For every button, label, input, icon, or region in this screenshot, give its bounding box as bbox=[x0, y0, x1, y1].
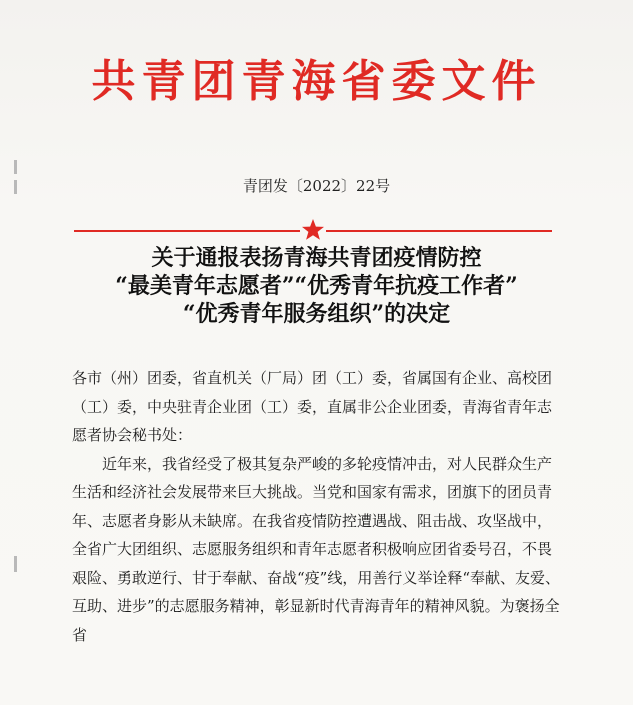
document-title-line: “优秀青年服务组织”的决定 bbox=[182, 301, 451, 327]
document-title bbox=[40, 244, 593, 328]
binding-mark bbox=[14, 556, 17, 572]
document-number: 青团发〔2022〕22号 bbox=[242, 177, 391, 195]
red-rule-right bbox=[326, 230, 552, 232]
red-star-icon bbox=[301, 218, 325, 242]
red-rule-left bbox=[74, 230, 300, 232]
document-title-line: “最美青年志愿者”“优秀青年抗疫工作者” bbox=[115, 273, 518, 299]
document-body bbox=[72, 364, 564, 649]
binding-mark bbox=[14, 160, 17, 174]
issuer-header-title: 共青团青海省委文件 bbox=[91, 56, 542, 107]
addressee-paragraph: 各市（州）团委，省直机关（厂局）团（工）委，省属国有企业、高校团（工）委，中央驻青企业团（工）委，直属非公企业团委，青海省青年志愿者协会秘书处： bbox=[72, 369, 553, 444]
document-title-line: 关于通报表扬青海共青团疫情防控 bbox=[151, 245, 482, 271]
body-paragraph: 近年来，我省经受了极其复杂严峻的多轮疫情冲击，对人民群众生产生活和经济社会发展带来巨大挑战。当党和国家有需求，团旗下的团员青年、志愿者身影从未缺席。在我省疫情防控遭遇战、阻击战、攻坚战中，全省广大团组织、志愿服务组织和青年志愿者积极响应团省委号召，不畏艰险、勇敢逆行、甘于奉献、奋战“疫”线，用善行义举诠释“奉献、友爱、互助、进步”的志愿服务精神，彰显新时代青海青年的精神风貌。为褒扬全省 bbox=[72, 454, 561, 644]
